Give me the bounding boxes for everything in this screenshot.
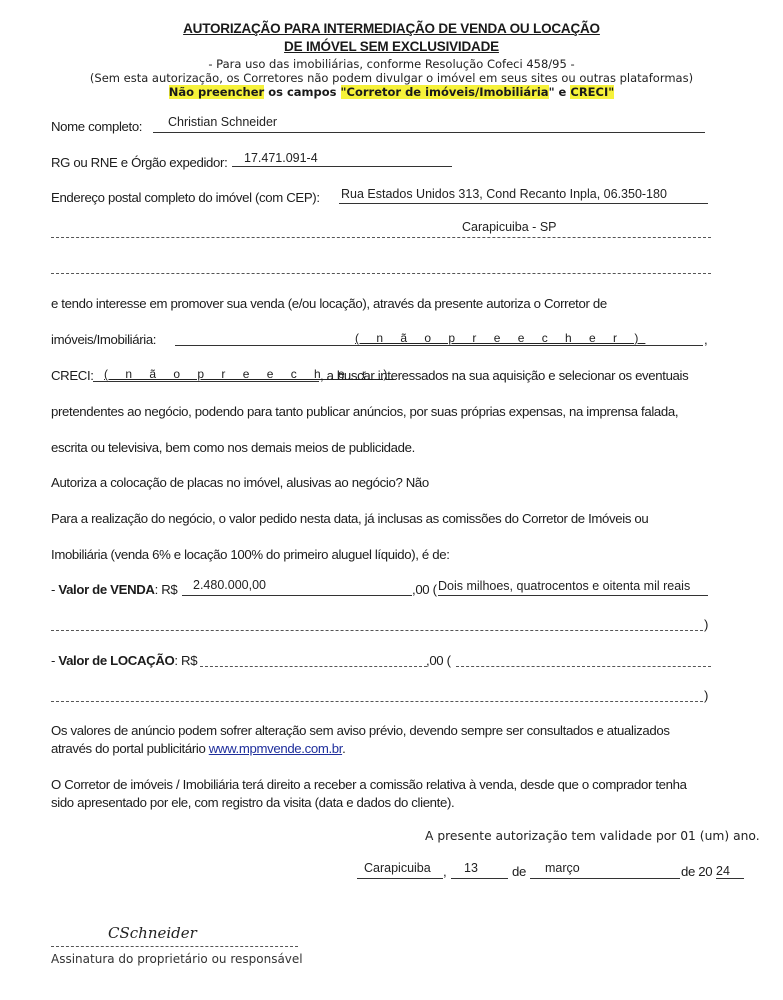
rg-value[interactable]: 17.471.091-4 bbox=[244, 151, 318, 165]
month-field[interactable] bbox=[530, 878, 680, 879]
address-field-line2[interactable] bbox=[51, 237, 711, 238]
creci-value[interactable]: ( n ã o p r e e c h e r ) bbox=[104, 367, 395, 381]
rent-value-label: - Valor de LOCAÇÃO: R$ bbox=[51, 653, 198, 668]
day-value[interactable]: 13 bbox=[464, 861, 478, 875]
city-field[interactable] bbox=[357, 878, 443, 879]
document-title-line2: DE IMÓVEL SEM EXCLUSIVIDADE bbox=[284, 39, 499, 54]
name-value[interactable]: Christian Schneider bbox=[168, 115, 278, 129]
sale-cents: ,00 ( bbox=[412, 582, 437, 597]
rg-label: RG ou RNE e Órgão expedidor: bbox=[51, 155, 228, 170]
year-value[interactable]: 24 bbox=[716, 864, 730, 878]
rent-words-field[interactable] bbox=[456, 666, 711, 667]
sale-amount-field[interactable] bbox=[182, 595, 412, 596]
sale-words-field-line2[interactable] bbox=[51, 630, 703, 631]
sale-words-value[interactable]: Dois milhoes, quatrocentos e oitenta mil reais bbox=[438, 579, 691, 593]
paragraph-intro: e tendo interesse em promover sua venda (e/ou locação), através da presente autoriza o Corretor de bbox=[51, 296, 607, 311]
creci-field[interactable] bbox=[93, 381, 319, 382]
sale-close-paren: ) bbox=[704, 617, 709, 632]
paragraph-commission: Imobiliária (venda 6% e locação 100% do primeiro aluguel líquido), é de: bbox=[51, 547, 450, 562]
address-label: Endereço postal completo do imóvel (com CEP): bbox=[51, 190, 320, 205]
document-notice: (Sem esta autorização, os Corretores não podem divulgar o imóvel em seus sites ou outras plataformas) bbox=[89, 71, 694, 85]
warning-highlight: "Corretor de imóveis/Imobiliária bbox=[340, 85, 549, 99]
warning-text: os campos bbox=[264, 85, 341, 99]
sale-amount-value[interactable]: 2.480.000,00 bbox=[193, 578, 266, 592]
rent-cents: ,00 ( bbox=[426, 653, 451, 668]
city-value[interactable]: Carapicuiba bbox=[364, 861, 431, 875]
broker-field[interactable] bbox=[175, 345, 703, 346]
paragraph-price: Para a realização do negócio, o valor pedido nesta data, já inclusas as comissões do Corretor de Imóveis ou bbox=[51, 511, 649, 526]
creci-continuation: , a buscar interessados na sua aquisição e selecionar os eventuais bbox=[320, 368, 689, 383]
warning-highlight: Não preencher bbox=[168, 85, 265, 99]
address-value-line2[interactable]: Carapicuiba - SP bbox=[462, 220, 557, 234]
note-commission-line2: sido apresentado por ele, com registro da visita (data e dados do cliente). bbox=[51, 795, 455, 810]
signature-label: Assinatura do proprietário ou responsável bbox=[51, 952, 303, 966]
warning-text: " e bbox=[548, 85, 571, 99]
handwritten-signature: CSchneider bbox=[108, 924, 197, 942]
broker-value[interactable]: ( n ã o p r e e c h e r ) bbox=[355, 331, 646, 345]
day-field[interactable] bbox=[451, 878, 508, 879]
address-field-line3[interactable] bbox=[51, 273, 711, 274]
rent-words-field-line2[interactable] bbox=[51, 701, 703, 702]
validity-text: A presente autorização tem validade por 01 (um) ano. bbox=[425, 829, 760, 843]
broker-comma: , bbox=[704, 332, 708, 347]
date-comma: , bbox=[443, 864, 447, 879]
paragraph-publicity: pretendentes ao negócio, podendo para tanto publicar anúncios, por suas próprias expensas, na imprensa falada, bbox=[51, 404, 679, 419]
month-value[interactable]: março bbox=[545, 861, 580, 875]
broker-label: imóveis/Imobiliária: bbox=[51, 332, 157, 347]
sale-value-label: - Valor de VENDA: R$ bbox=[51, 582, 178, 597]
rent-amount-field[interactable] bbox=[200, 666, 427, 667]
rg-field[interactable] bbox=[232, 166, 452, 167]
note-values-line1: Os valores de anúncio podem sofrer alteração sem aviso prévio, devendo sempre ser consultados e atualizados bbox=[51, 723, 670, 738]
signature-line[interactable] bbox=[51, 946, 298, 947]
name-label: Nome completo: bbox=[51, 119, 143, 134]
address-value-line1[interactable]: Rua Estados Unidos 313, Cond Recanto Inpla, 06.350-180 bbox=[341, 187, 667, 201]
rent-close-paren: ) bbox=[704, 688, 709, 703]
warning-highlight: CRECI" bbox=[570, 85, 615, 99]
address-field-line1[interactable] bbox=[339, 203, 708, 204]
name-field[interactable] bbox=[153, 132, 705, 133]
note-values-line2: através do portal publicitário www.mpmvende.com.br. bbox=[51, 741, 346, 756]
year-prefix: de 20 bbox=[681, 864, 713, 879]
year-field[interactable] bbox=[716, 878, 744, 879]
creci-label: CRECI: bbox=[51, 368, 94, 383]
portal-link[interactable]: www.mpmvende.com.br bbox=[208, 741, 343, 756]
date-de-label: de bbox=[512, 864, 526, 879]
signs-question: Autoriza a colocação de placas no imóvel, alusivas ao negócio? Não bbox=[51, 475, 429, 490]
fill-warning bbox=[0, 85, 783, 99]
paragraph-media: escrita ou televisiva, bem como nos demais meios de publicidade. bbox=[51, 440, 415, 455]
document-subtitle: - Para uso das imobiliárias, conforme Resolução Cofeci 458/95 - bbox=[208, 57, 575, 71]
document-title-line1: AUTORIZAÇÃO PARA INTERMEDIAÇÃO DE VENDA OU LOCAÇÃO bbox=[183, 21, 600, 36]
sale-words-field[interactable] bbox=[438, 595, 708, 596]
note-commission-line1: O Corretor de imóveis / Imobiliária terá direito a receber a comissão relativa à venda, desde que o comprador tenha bbox=[51, 777, 687, 792]
